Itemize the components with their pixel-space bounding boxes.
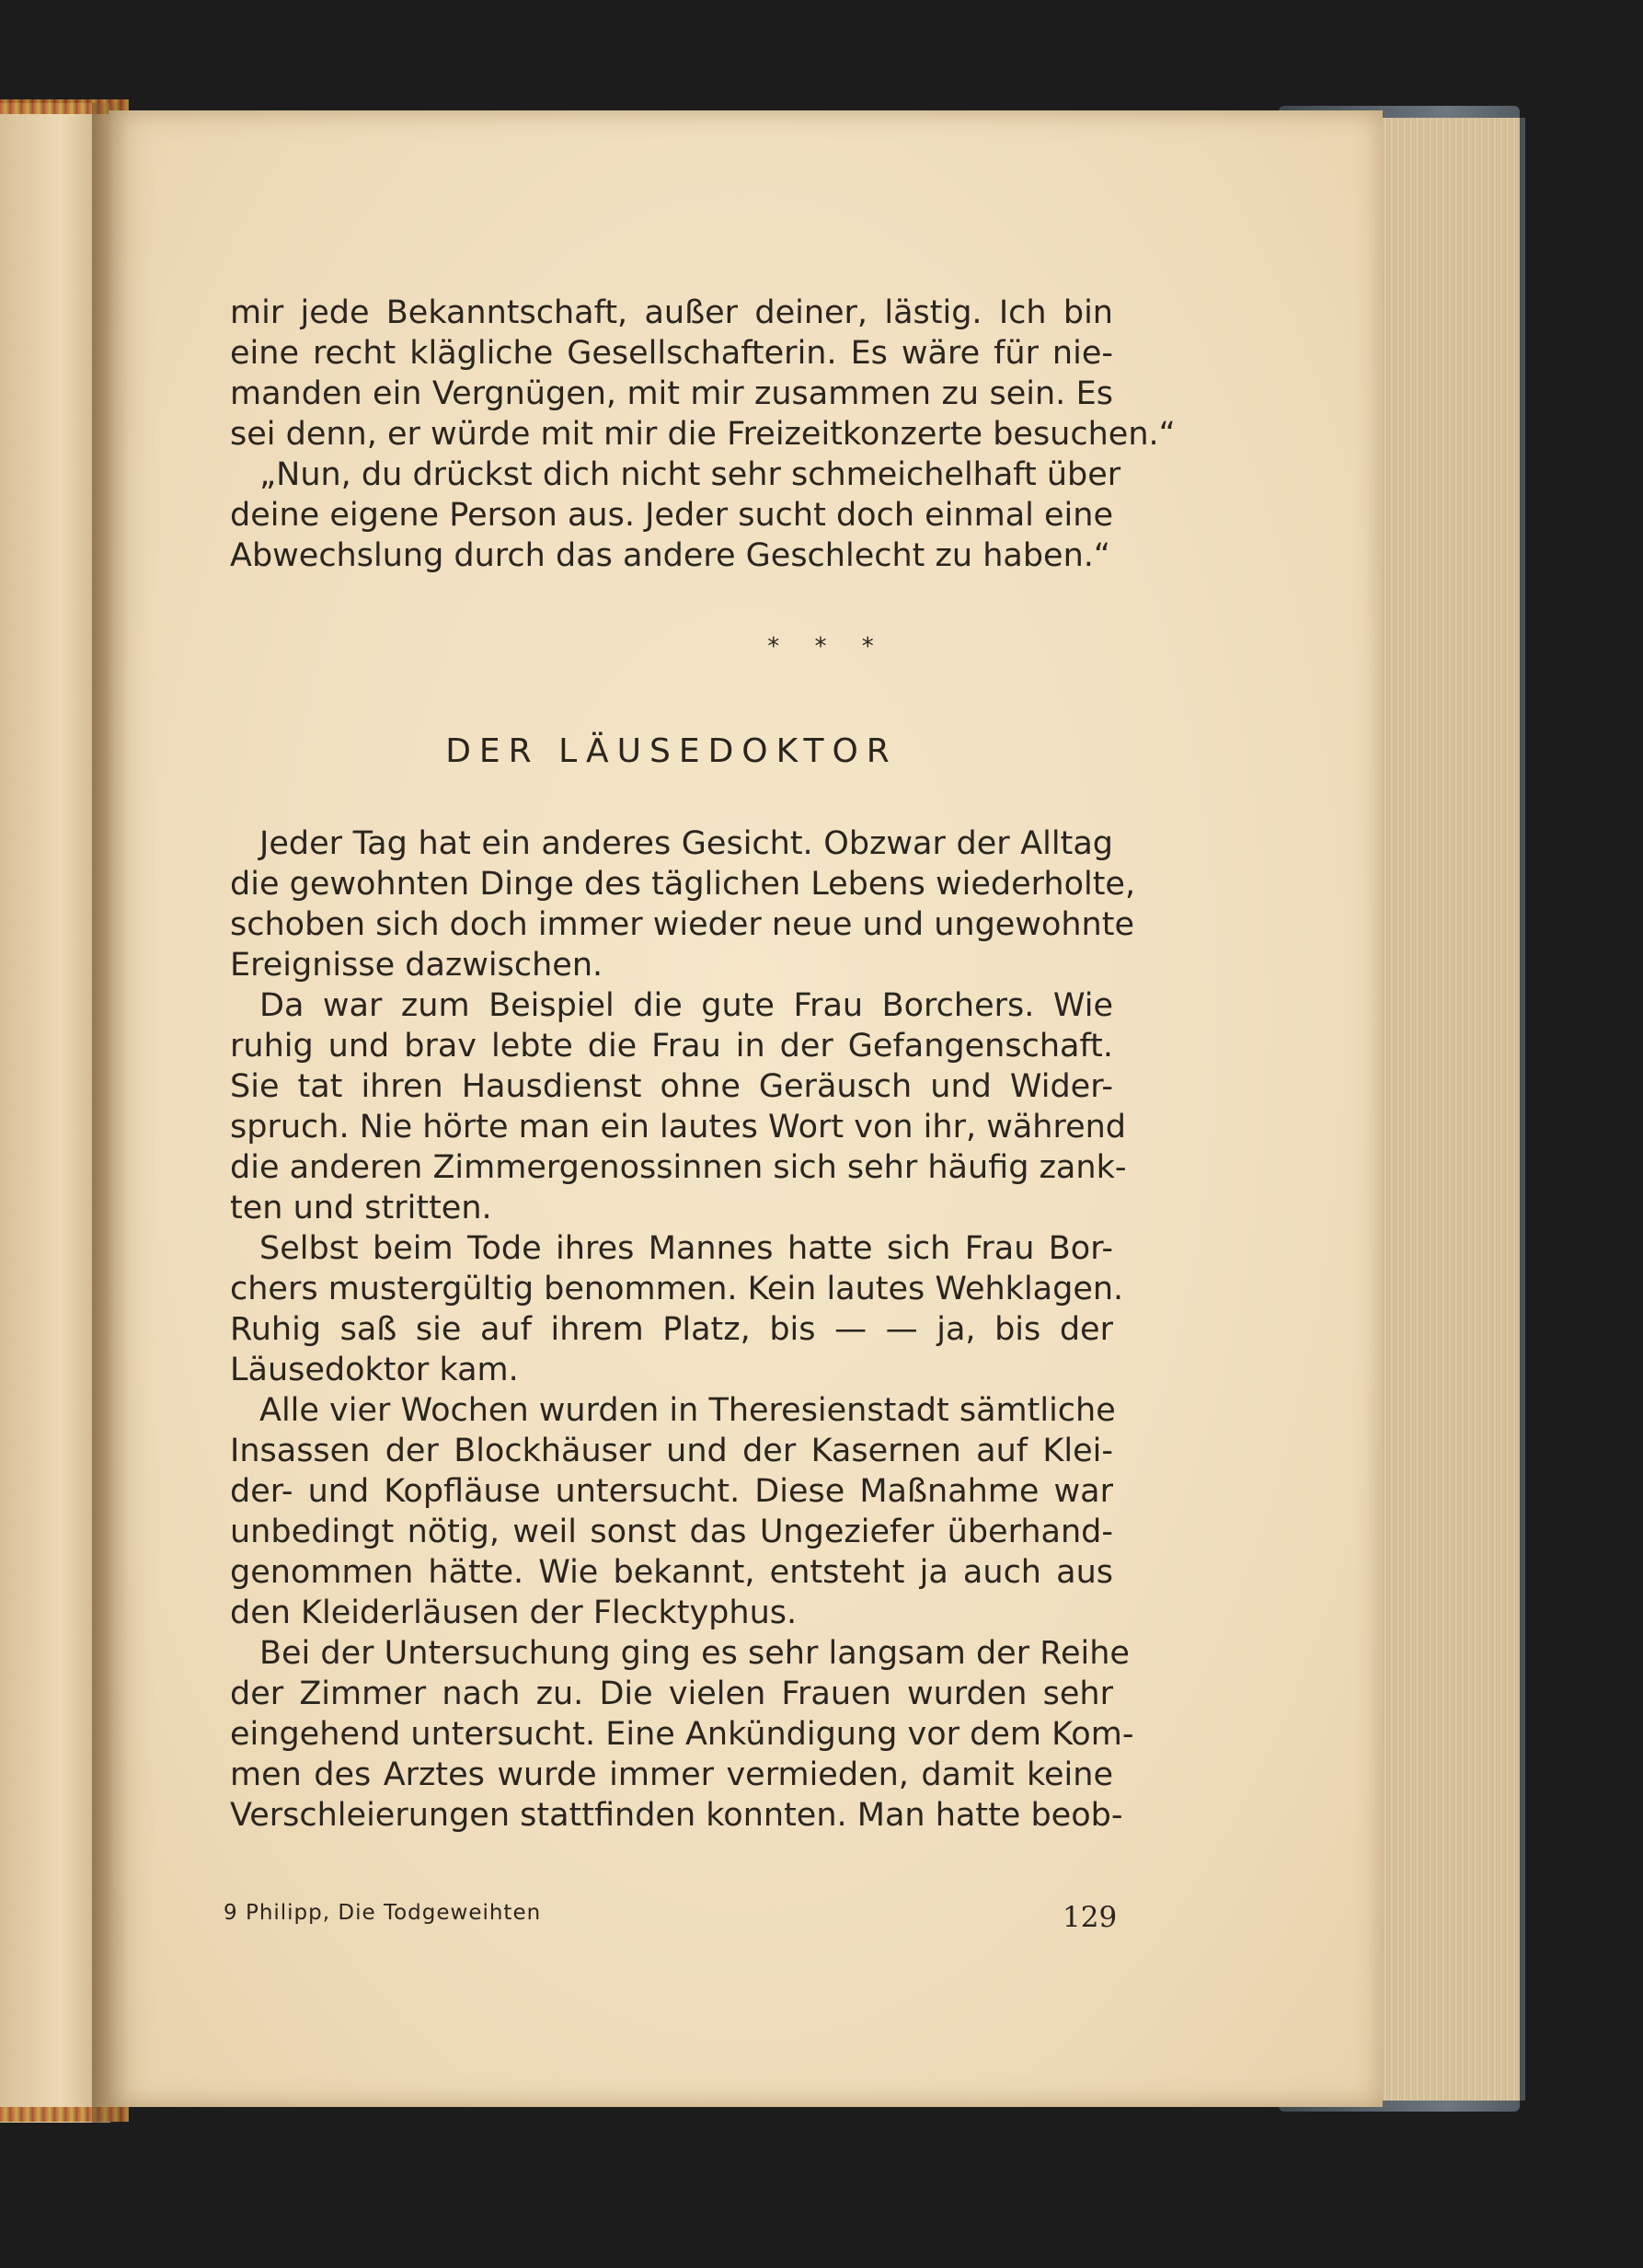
paragraph — [230, 823, 1136, 985]
text-line: Sie tat ihren Hausdienst ohne Geräusch und Wider- — [230, 1068, 1113, 1105]
text-line: unbedingt nötig, weil sonst das Ungeziefer überhand- — [230, 1514, 1113, 1550]
text-line: Bei der Untersuchung ging es sehr langsam der Reihe — [259, 1635, 1130, 1672]
section-separator: * * * — [767, 633, 876, 661]
text-line: spruch. Nie hörte man ein lautes Wort von ihr, während — [230, 1109, 1127, 1146]
text-line: mir jede Bekanntschaft, außer deiner, lästig. Ich bin — [230, 294, 1113, 331]
chapter-title — [0, 732, 1343, 770]
text-line: Verschleierungen stattfinden konnten. Man hatte beob- — [230, 1797, 1123, 1834]
text-line: men des Arztes wurde immer vermieden, damit keine — [230, 1756, 1113, 1793]
text-line: Ruhig saß sie auf ihrem Platz, bis — — ja, bis der — [230, 1311, 1113, 1348]
text-line: ruhig und brav lebte die Frau in der Gefangenschaft. — [230, 1028, 1113, 1065]
text-line: Abwechslung durch das andere Geschlecht zu haben.“ — [230, 537, 1111, 574]
paragraph — [230, 455, 1121, 576]
text-line: deine eigene Person aus. Jeder sucht doch einmal eine — [230, 497, 1113, 534]
printer-signature: 9 Philipp, Die Todgeweihten — [224, 1901, 542, 1925]
page-gutter-shadow — [92, 103, 129, 2123]
paragraph — [230, 985, 1127, 1228]
text-line: Ereignisse dazwischen. — [230, 947, 603, 984]
paragraph — [230, 1228, 1124, 1390]
text-line: Alle vier Wochen wurden in Theresienstadt sämtliche — [259, 1392, 1116, 1429]
text-line: „Nun, du drückst dich nicht sehr schmeichelhaft über — [259, 456, 1121, 493]
text-line: genommen hätte. Wie bekannt, entsteht ja auch aus — [230, 1554, 1113, 1591]
text-line: den Kleiderläusen der Flecktyphus. — [230, 1595, 798, 1631]
text-line: der- und Kopfläuse untersucht. Diese Maßnahme war — [230, 1473, 1113, 1510]
paragraph — [230, 1633, 1134, 1836]
text-line: chers mustergültig benommen. Kein lautes Wehklagen. — [230, 1271, 1124, 1307]
text-line: schoben sich doch immer wieder neue und ungewohnte — [230, 906, 1134, 943]
text-line: die anderen Zimmergenossinnen sich sehr häufig zank- — [230, 1149, 1127, 1186]
text-line: die gewohnten Dinge des täglichen Lebens wiederholte, — [230, 866, 1136, 903]
text-line: eine recht klägliche Gesellschafterin. Es wäre für nie- — [230, 335, 1113, 372]
text-line: Jeder Tag hat ein anderes Gesicht. Obzwar der Alltag — [259, 825, 1113, 862]
page-number: 129 — [1063, 1901, 1118, 1934]
chapter-text — [230, 823, 1136, 1836]
paragraph — [230, 1390, 1116, 1633]
paragraph — [230, 293, 1176, 455]
page-block-edges — [1362, 118, 1525, 2101]
text-line: der Zimmer nach zu. Die vielen Frauen wurden sehr — [230, 1675, 1113, 1712]
text-line: Da war zum Beispiel die gute Frau Borchers. Wie — [259, 987, 1113, 1024]
text-line: eingehend untersucht. Eine Ankündigung vor dem Kom- — [230, 1716, 1134, 1753]
text-line: manden ein Vergnügen, mit mir zusammen zu sein. Es — [230, 375, 1113, 412]
continuation-text — [230, 293, 1176, 576]
text-line: ten und stritten. — [230, 1190, 492, 1226]
text-line: Insassen der Blockhäuser und der Kasernen auf Klei- — [230, 1433, 1113, 1469]
chapter-title-text: DER LÄUSEDOKTOR — [445, 732, 898, 770]
text-line: sei denn, er würde mit mir die Freizeitkonzerte besuchen.“ — [230, 416, 1176, 453]
text-line: Läusedoktor kam. — [230, 1352, 519, 1388]
text-line: Selbst beim Tode ihres Mannes hatte sich Frau Bor- — [259, 1230, 1113, 1267]
